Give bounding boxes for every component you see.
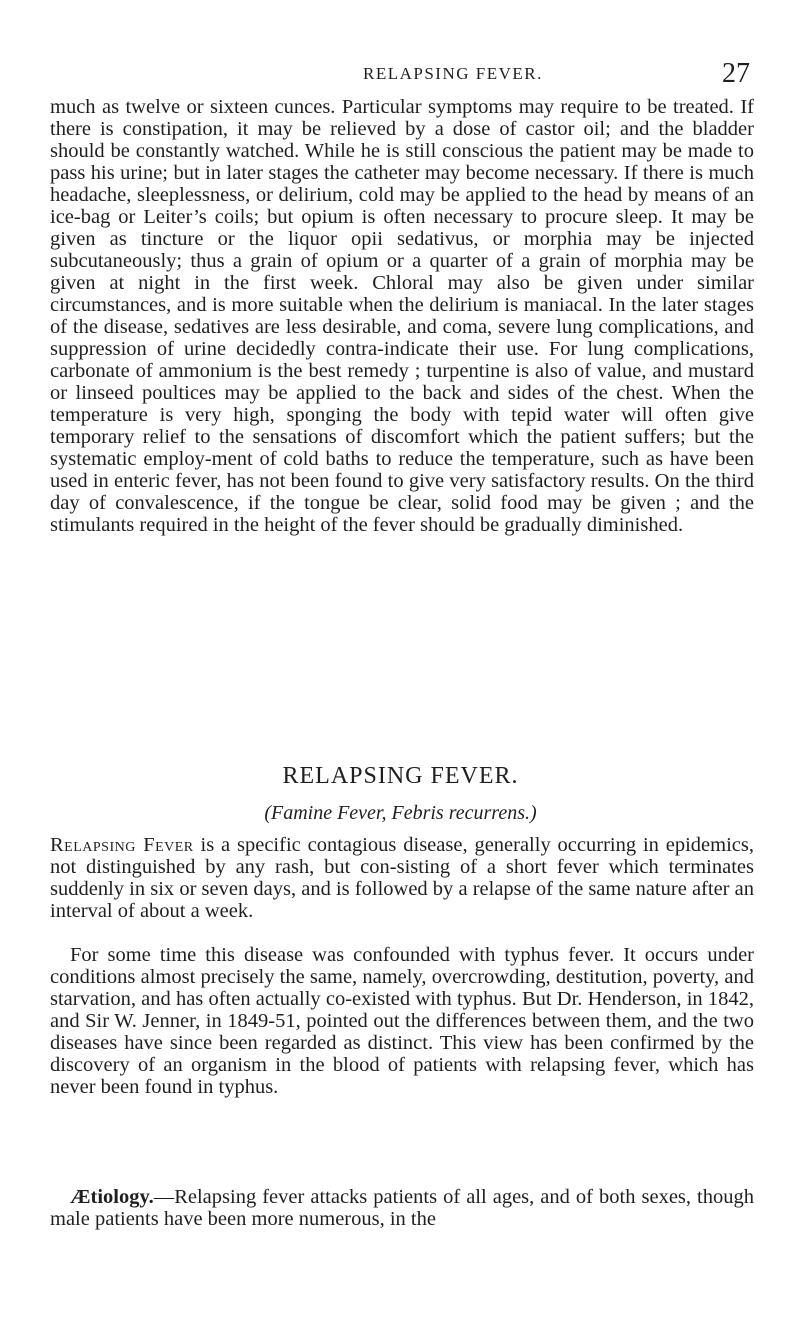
aetiology-text: —Relapsing fever attacks patients of all ages, and of both sexes, though male patients have been more numerous, in the bbox=[50, 1186, 754, 1230]
intro-paragraph bbox=[50, 834, 754, 922]
history-paragraph: For some time this disease was confounded with typhus fever. It occurs under conditions almost precisely the same, namely, overcrowding, destitution, poverty, and starvation, and has often actually co-existed with typhus. But Dr. Henderson, in 1842, and Sir W. Jenner, in 1849-51, pointed out the differences between them, and the two diseases have since been regarded as distinct. This view has been confirmed by the discovery of an organism in the blood of patients with relapsing fever, which has never been found in typhus. bbox=[50, 944, 754, 1098]
running-title: RELAPSING FEVER. bbox=[363, 64, 543, 83]
page-number: 27 bbox=[722, 58, 750, 89]
intro-lead-term: Relapsing Fever bbox=[50, 834, 194, 856]
aetiology-heading: Ætiology. bbox=[70, 1186, 154, 1208]
continuation-paragraph: much as twelve or sixteen cunces. Particular symptoms may require to be treated. If there is constipation, it may be relieved by a dose of castor oil; and the bladder should be constantly watched. While he is still conscious the patient may be made to pass his urine; but in later stages the catheter may become necessary. If there is much headache, sleeplessness, or delirium, cold may be applied to the head by means of an ice-bag or Leiter’s coils; but opium is often necessary to procure sleep. It may be given as tincture or the liquor opii sedativus, or morphia may be injected subcutaneously; thus a grain of opium or a quarter of a grain of morphia may be given at night in the first week. Chloral may also be given under similar circumstances, and is more suitable when the delirium is maniacal. In the later stages of the disease, sedatives are less desirable, and coma, severe lung complications, and suppression of urine decidedly contra-indicate their use. For lung complications, carbonate of ammonium is the best remedy ; turpentine is also of value, and mustard or linseed poultices may be applied to the back and sides of the chest. When the temperature is very high, sponging the body with tepid water will often give temporary relief to the sensations of discomfort which the patient suffers; but the systematic employ-ment of cold baths to reduce the temperature, such as have been used in enteric fever, has not been found to give very satisfactory results. On the third day of convalescence, if the tongue be clear, solid food may be given ; and the stimulants required in the height of the fever should be gradually diminished. bbox=[50, 96, 754, 536]
running-head bbox=[0, 58, 801, 88]
section-heading: RELAPSING FEVER. bbox=[282, 763, 519, 789]
section-subtitle: (Famine Fever, Febris recurrens.) bbox=[264, 802, 537, 824]
intro-text: is a specific contagious disease, generally occurring in epidemics, not distinguished by any rash, but con-sisting of a short fever which terminates suddenly in six or seven days, and is followed by a relapse of the same nature after an interval of about a week. bbox=[50, 834, 754, 922]
aetiology-paragraph bbox=[50, 1186, 754, 1230]
